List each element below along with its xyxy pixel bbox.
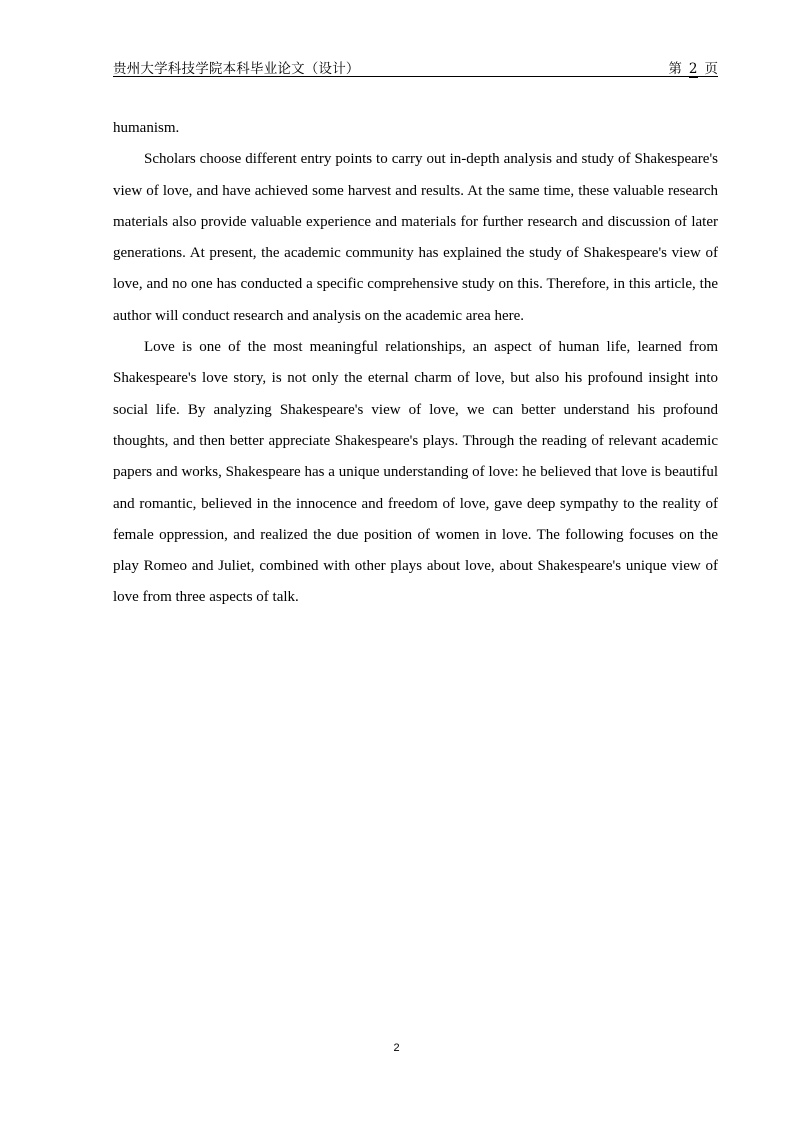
header-page-suffix: 页 — [704, 61, 718, 77]
paragraph-scholars: Scholars choose different entry points to carry out in-depth analysis and study of Shakespeare's view of love, and have achieved some harvest and results. At the same time, these valuable research materials also provide valuable experience and materials for further research and discussion of later generations. At present, the academic community has explained the study of Shakespeare's view of love, and no one has conducted a specific comprehensive study on this. Therefore, in this article, the author will conduct research and analysis on the academic area here. — [113, 151, 718, 324]
paragraph-love: Love is one of the most meaningful relationships, an aspect of human life, learned from Shakespeare's love story, is not only the eternal charm of love, but also his profound insight into social life. By analyzing Shakespeare's view of love, we can better understand his profound thoughts, and then better appreciate Shakespeare's plays. Through the reading of relevant academic papers and works, Shakespeare has a unique understanding of love: he believed that love is beautiful and romantic, believed in the innocence and freedom of love, gave deep sympathy to the reality of female oppression, and realized the due position of women in love. The following focuses on the play Romeo and Juliet, combined with other plays about love, about Shakespeare's unique view of love from three aspects of talk. — [113, 339, 718, 606]
body-text — [113, 113, 718, 614]
page-footer-number: 2 — [393, 1042, 400, 1054]
header-page-prefix: 第 — [668, 61, 682, 77]
header-page-number: 2 — [688, 61, 698, 77]
paragraph-continuation: humanism. — [113, 120, 180, 136]
header-page-indicator — [668, 57, 718, 78]
page-header — [113, 56, 718, 77]
header-thesis-title: 贵州大学科技学院本科毕业论文（设计） — [113, 61, 360, 77]
